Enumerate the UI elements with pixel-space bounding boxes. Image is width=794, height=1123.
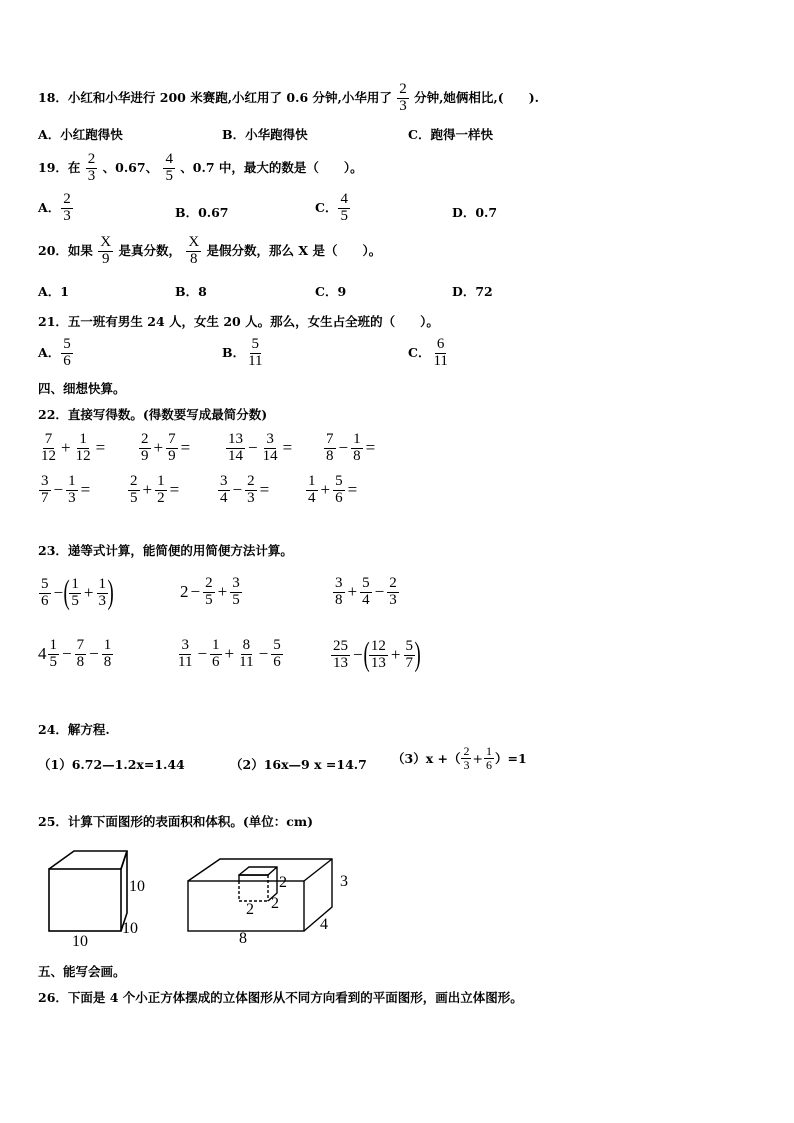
q23-expr-4: 4 $\frac{1}{5}$ − $\frac{7}{8}$ − $\frac{1}{8}$ [38,637,112,670]
q22-item-7: $\frac{3}{4}$ − $\frac{2}{3}$ = [220,473,270,506]
section-four-heading: 四、细想快算。 [38,381,126,396]
q20-option-a[interactable]: A．1 [38,284,69,299]
q22-item-4: $\frac{7}{8}$ − $\frac{1}{8}$ = [326,431,376,464]
q18-suffix: 分钟,她俩相比,( ). [414,89,539,105]
q24-part-1: （1）6.72—1.2x=1.44 [38,757,185,772]
q20-line: 20．如果 $\frac{X}{9}$ 是真分数， $\frac{X}{8}$ 是假分数，那么 X 是（ ）。 [38,234,382,267]
q23-expr-5: $\frac{3}{11}$ − $\frac{1}{6}$ + $\frac{8}{11}$ − $\frac{5}{6}$ [178,637,281,670]
q22-text: 22．直接写得数。(得数要写成最简分数) [38,407,268,422]
q18-line [38,82,539,115]
q19-option-d[interactable]: D．0.7 [452,205,498,220]
q22-item-1: $\frac{7}{12}$ + $\frac{1}{12}$ = [41,431,106,464]
q18-option-b[interactable]: B．小华跑得快 [222,127,308,142]
q23-expr-2: 2 − $\frac{2}{5}$ + $\frac{3}{5}$ [180,575,240,608]
section-five-heading: 五、能写会画。 [38,964,126,979]
cube-figure [40,845,200,955]
q19-option-c[interactable]: C． $\frac{4}{5}$ [315,191,348,224]
small-cube-depth-label: 2 [271,895,279,912]
q18-option-a[interactable]: A．小红跑得快 [38,127,123,142]
q24-part-2: （2）16x—9 x =14.7 [230,757,367,772]
q22-item-8: $\frac{1}{4}$ + $\frac{5}{6}$ = [308,473,358,506]
box-height-label: 3 [340,873,348,890]
cube-height-label: 10 [129,878,145,895]
q18-fraction: $\frac{2}{3}$ [399,81,407,114]
q20-option-d[interactable]: D．72 [452,284,493,299]
small-cube-width-label: 2 [246,901,254,918]
q23-text: 23．递等式计算，能简便的用简便方法计算。 [38,543,293,558]
q24-part-3: （3）x +（ $\frac{2}{3}$ + $\frac{1}{6}$ ）=1 [392,744,527,772]
q26-text: 26．下面是 4 个小正方体摆成的立体图形从不同方向看到的平面图形，画出立体图形。 [38,990,523,1005]
cube-width-label: 10 [72,933,88,950]
q25-text: 25．计算下面图形的表面积和体积。(单位：cm) [38,814,314,829]
q23-expr-1: $\frac{5}{6}$ − ( $\frac{1}{5}$ + $\frac{1}{3}$ ) [41,574,114,611]
box-width-label: 8 [239,930,247,947]
q21-option-b[interactable]: B． $\frac{5}{11}$ [222,336,263,369]
q19-option-b[interactable]: B．0.67 [175,205,229,220]
q22-item-3: $\frac{13}{14}$ − $\frac{3}{14}$ = [228,431,293,464]
cube-depth-label: 10 [122,920,138,937]
box-depth-label: 4 [320,916,328,933]
q22-item-6: $\frac{2}{5}$ + $\frac{1}{2}$ = [130,473,180,506]
q18-prefix: 18．小红和小华进行 200 米赛跑,小红用了 0.6 分钟,小华用了 [38,89,392,105]
q21-option-c[interactable]: C． $\frac{6}{11}$ [408,336,448,369]
q22-item-2: $\frac{2}{9}$ + $\frac{7}{9}$ = [141,431,191,464]
q22-item-5: $\frac{3}{7}$ − $\frac{1}{3}$ = [41,473,91,506]
q18-option-c[interactable]: C．跑得一样快 [408,127,493,142]
q19-line: 19．在 $\frac{2}{3}$ 、0.67、 $\frac{4}{5}$ 、0.7 中，最大的数是（ ）。 [38,151,363,184]
q21-text: 21．五一班有男生 24 人，女生 20 人。那么，女生占全班的（ ）。 [38,314,439,329]
box-figure [182,845,382,955]
q21-option-a[interactable]: A． $\frac{5}{6}$ [38,336,71,369]
q23-expr-3: $\frac{3}{8}$ + $\frac{5}{4}$ − $\frac{2}{3}$ [335,575,397,608]
q20-option-b[interactable]: B．8 [175,284,207,299]
q23-expr-6: $\frac{25}{13}$ − ( $\frac{12}{13}$ + $\frac{5}{7}$ ) [333,636,421,673]
q20-option-c[interactable]: C．9 [315,284,347,299]
q19-option-a[interactable]: A． $\frac{2}{3}$ [38,191,71,224]
q24-text: 24．解方程. [38,722,110,737]
small-cube-height-label: 2 [279,874,287,891]
